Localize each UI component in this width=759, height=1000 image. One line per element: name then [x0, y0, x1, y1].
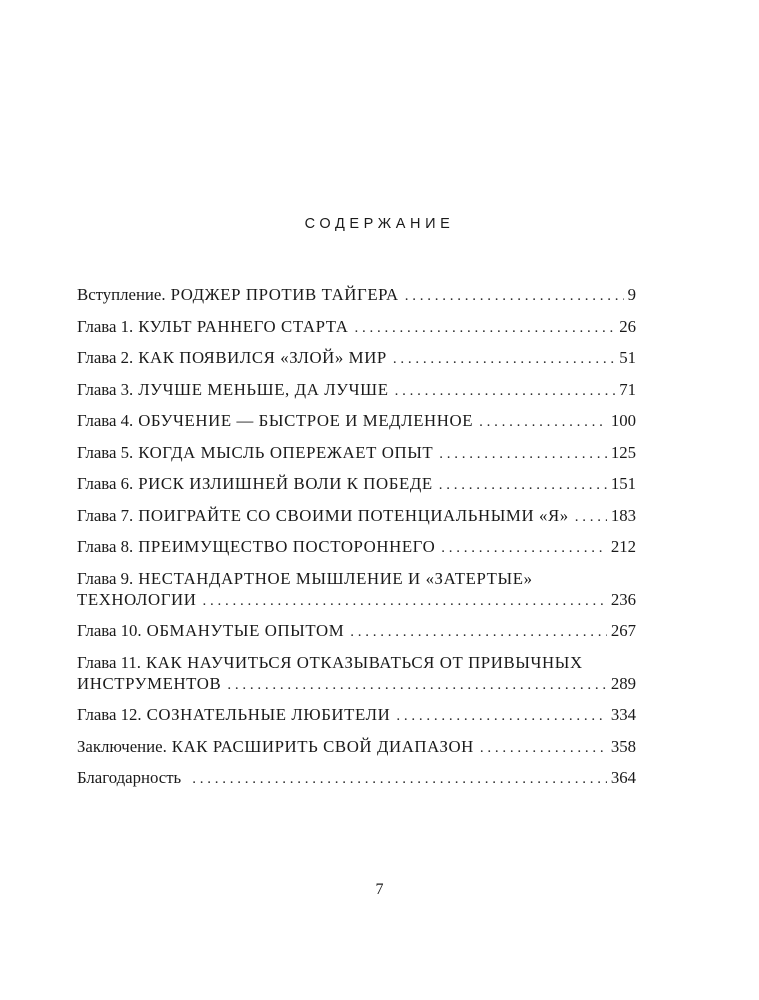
toc-entry-line — [77, 347, 636, 368]
toc-entry-prefix: Благодарность — [77, 768, 182, 787]
toc-page-number: 358 — [610, 736, 636, 756]
toc-heading: СОДЕРЖАНИЕ — [304, 216, 455, 232]
toc-page-number: 71 — [619, 379, 636, 399]
toc-entry-title: ЛУЧШЕ МЕНЬШЕ, ДА ЛУЧШЕ — [138, 379, 389, 399]
toc-entry[interactable] — [77, 767, 636, 788]
toc-page-number: 100 — [610, 411, 636, 430]
toc-entry-line — [77, 284, 636, 305]
toc-entry-prefix: Глава 10. — [77, 621, 142, 640]
toc-entry-line — [77, 473, 636, 494]
toc-page-number: 289 — [610, 673, 636, 693]
toc-entry-text — [77, 410, 473, 431]
toc-entry[interactable] — [77, 568, 636, 610]
toc-entry[interactable] — [77, 284, 636, 305]
toc-entry-title: ТЕХНОЛОГИИ — [77, 589, 197, 609]
toc-leader-dots — [480, 738, 607, 759]
toc-entry-prefix: Глава 2. — [77, 348, 134, 367]
toc-leader-dots — [396, 706, 606, 727]
toc-entry-line — [77, 673, 636, 694]
toc-page-number: 212 — [610, 537, 636, 556]
toc-page-number: 9 — [627, 285, 636, 304]
toc-entry-prefix: Глава 12. — [77, 705, 142, 724]
toc-entry-line — [77, 442, 636, 463]
toc-entry-title: РОДЖЕР ПРОТИВ ТАЙГЕРА — [170, 285, 399, 304]
toc-entry-text — [77, 736, 474, 757]
toc-page-number: 267 — [610, 621, 636, 640]
toc-entry-line — [77, 704, 636, 725]
toc-leader-dots — [439, 475, 607, 496]
toc-entry[interactable] — [77, 620, 636, 641]
toc-entry-prefix: Глава 11. — [77, 652, 141, 672]
toc-entry-title: КУЛЬТ РАННЕГО СТАРТА — [138, 316, 349, 336]
toc-entry-line — [77, 589, 636, 610]
toc-entry-prefix: Глава 3. — [77, 379, 134, 399]
toc-entry-line — [77, 379, 636, 400]
toc-page-number: 364 — [610, 768, 636, 787]
toc-entry-text — [77, 316, 348, 337]
toc-entry-title: КАК НАУЧИТЬСЯ ОТКАЗЫВАТЬСЯ ОТ ПРИВЫЧНЫХ — [145, 652, 583, 672]
toc-entry[interactable] — [77, 704, 636, 725]
toc-page-number: 51 — [619, 348, 636, 367]
toc-leader-dots — [227, 675, 607, 696]
toc-entry[interactable] — [77, 736, 636, 757]
toc-page-number: 236 — [610, 589, 636, 609]
toc-entry-line — [77, 316, 636, 337]
toc-entry-text — [77, 589, 196, 610]
toc-leader-dots — [439, 444, 607, 465]
toc-entry-prefix: Глава 4. — [77, 411, 134, 430]
toc-entry-text — [77, 379, 389, 400]
toc-entry-text — [77, 442, 433, 463]
toc-entry[interactable] — [77, 442, 636, 463]
toc-leader-dots — [479, 412, 607, 433]
toc-entry-prefix: Глава 6. — [77, 474, 134, 493]
toc-page-number: 334 — [610, 705, 636, 724]
toc-entry-title: КОГДА МЫСЛЬ ОПЕРЕЖАЕТ ОПЫТ — [138, 442, 434, 462]
toc-entry-text — [77, 536, 435, 557]
toc-page-number: 151 — [610, 474, 636, 493]
toc-entry-line — [77, 652, 636, 673]
toc-entry-line — [77, 620, 636, 641]
toc-page-number: 26 — [619, 316, 636, 336]
toc-entry-prefix: Заключение. — [77, 736, 167, 756]
toc-entry-title: ИНСТРУМЕНТОВ — [77, 673, 222, 693]
toc-page-number: 183 — [610, 505, 636, 525]
toc-leader-dots — [575, 507, 607, 528]
toc-entry[interactable] — [77, 379, 636, 400]
toc-leader-dots — [395, 381, 616, 402]
toc-entry-line — [77, 736, 636, 757]
toc-entry-text — [77, 568, 533, 589]
toc-entry-line — [77, 505, 636, 526]
toc-entry[interactable] — [77, 505, 636, 526]
toc-leader-dots — [202, 591, 606, 612]
toc-entry-title: ПРЕИМУЩЕСТВО ПОСТОРОННЕГО — [138, 537, 436, 556]
toc-entry-title: НЕСТАНДАРТНОЕ МЫШЛЕНИЕ И «ЗАТЕРТЫЕ» — [138, 568, 533, 588]
toc-entry-title: ПОИГРАЙТЕ СО СВОИМИ ПОТЕНЦИАЛЬНЫМИ «Я» — [138, 505, 569, 525]
toc-entry-text — [77, 704, 390, 725]
toc-entry-line — [77, 536, 636, 557]
toc-entry[interactable] — [77, 316, 636, 337]
toc-entry-text — [77, 652, 583, 673]
toc-leader-dots — [441, 538, 607, 559]
toc-leader-dots — [350, 622, 607, 643]
toc-entry-text — [77, 505, 569, 526]
toc-entry-text — [77, 620, 344, 641]
toc-page-number: 125 — [610, 442, 636, 462]
toc-entry[interactable] — [77, 652, 636, 694]
toc-entry-line — [77, 767, 636, 788]
toc-leader-dots — [393, 349, 615, 370]
toc-entry-prefix: Глава 5. — [77, 442, 134, 462]
toc-entry-prefix: Глава 1. — [77, 316, 134, 336]
toc-entry-prefix: Глава 9. — [77, 568, 134, 588]
toc-entry-line — [77, 410, 636, 431]
toc-entry-text — [77, 284, 399, 305]
toc-entry-title: КАК ПОЯВИЛСЯ «ЗЛОЙ» МИР — [138, 348, 387, 367]
toc-entry[interactable] — [77, 473, 636, 494]
page-number: 7 — [375, 881, 384, 898]
toc-entry-prefix: Глава 8. — [77, 537, 134, 556]
toc-leader-dots — [192, 769, 607, 790]
toc-entry-title: РИСК ИЗЛИШНЕЙ ВОЛИ К ПОБЕДЕ — [138, 474, 433, 493]
toc-entry-text — [77, 673, 221, 694]
toc-entry-text — [77, 473, 433, 494]
toc-entry-line — [77, 568, 636, 589]
toc-entry-text — [77, 347, 387, 368]
toc-entry[interactable] — [77, 347, 636, 368]
toc-entry-prefix: Глава 7. — [77, 505, 134, 525]
toc-entry-title: СОЗНАТЕЛЬНЫЕ ЛЮБИТЕЛИ — [146, 705, 391, 724]
toc-entry-title: ОБМАНУТЫЕ ОПЫТОМ — [146, 621, 345, 640]
toc-leader-dots — [405, 286, 624, 307]
toc-entry-title: ОБУЧЕНИЕ — БЫСТРОЕ И МЕДЛЕННОЕ — [138, 411, 474, 430]
toc-entry-title: КАК РАСШИРИТЬ СВОЙ ДИАПАЗОН — [171, 736, 474, 756]
table-of-contents — [77, 284, 636, 799]
toc-entry-text — [77, 767, 186, 788]
toc-entry[interactable] — [77, 410, 636, 431]
toc-entry[interactable] — [77, 536, 636, 557]
toc-leader-dots — [354, 318, 615, 339]
toc-entry-prefix: Вступление. — [77, 285, 166, 304]
